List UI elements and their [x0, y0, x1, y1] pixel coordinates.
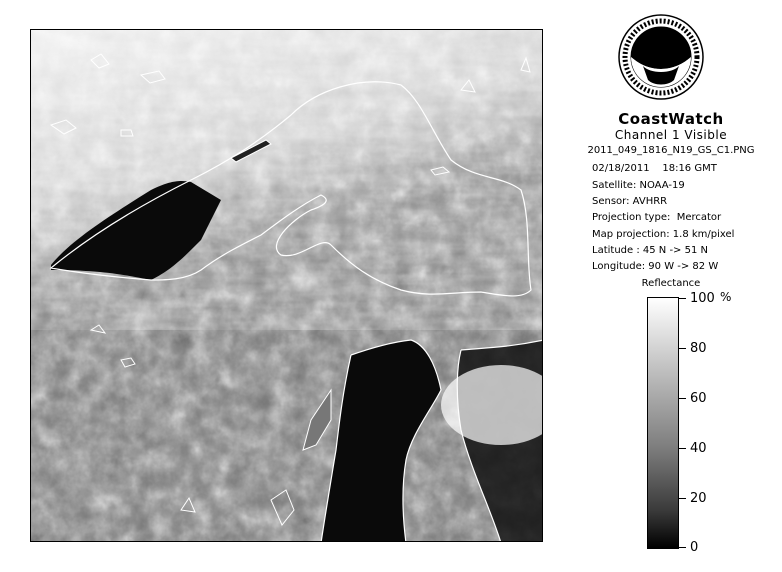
- sensor-info: Sensor: AVHRR: [592, 196, 668, 207]
- projection-type: Projection type: Mercator: [592, 212, 722, 223]
- colorbar-tick: [679, 547, 686, 548]
- channel-subtitle: Channel 1 Visible: [614, 128, 728, 142]
- noaa-logo: [618, 14, 704, 100]
- tick-label-60: 60: [690, 391, 707, 406]
- product-title: CoastWatch: [618, 110, 724, 128]
- legend-unit: %: [720, 290, 732, 304]
- latitude-range: Latitude : 45 N -> 51 N: [592, 245, 708, 256]
- tick-label-0: 0: [690, 540, 699, 555]
- date-time: 02/18/2011 18:16 GMT: [592, 163, 717, 174]
- tick-label-20: 20: [690, 491, 707, 506]
- longitude-range: Longitude: 90 W -> 82 W: [592, 261, 719, 272]
- colorbar-tick: [679, 298, 686, 299]
- map-projection: Map projection: 1.8 km/pixel: [592, 229, 735, 240]
- tick-label-100: 100: [690, 291, 715, 306]
- reflectance-colorbar: [647, 297, 679, 549]
- tick-label-80: 80: [690, 341, 707, 356]
- colorbar-tick: [679, 448, 686, 449]
- satellite-info: Satellite: NOAA-19: [592, 180, 685, 191]
- tick-label-40: 40: [690, 441, 707, 456]
- colorbar-tick: [679, 398, 686, 399]
- satellite-image-map: [30, 29, 543, 542]
- colorbar-tick: [679, 498, 686, 499]
- image-filename: 2011_049_1816_N19_GS_C1.PNG: [587, 145, 755, 156]
- colorbar-tick: [679, 348, 686, 349]
- legend-title: Reflectance: [641, 278, 701, 289]
